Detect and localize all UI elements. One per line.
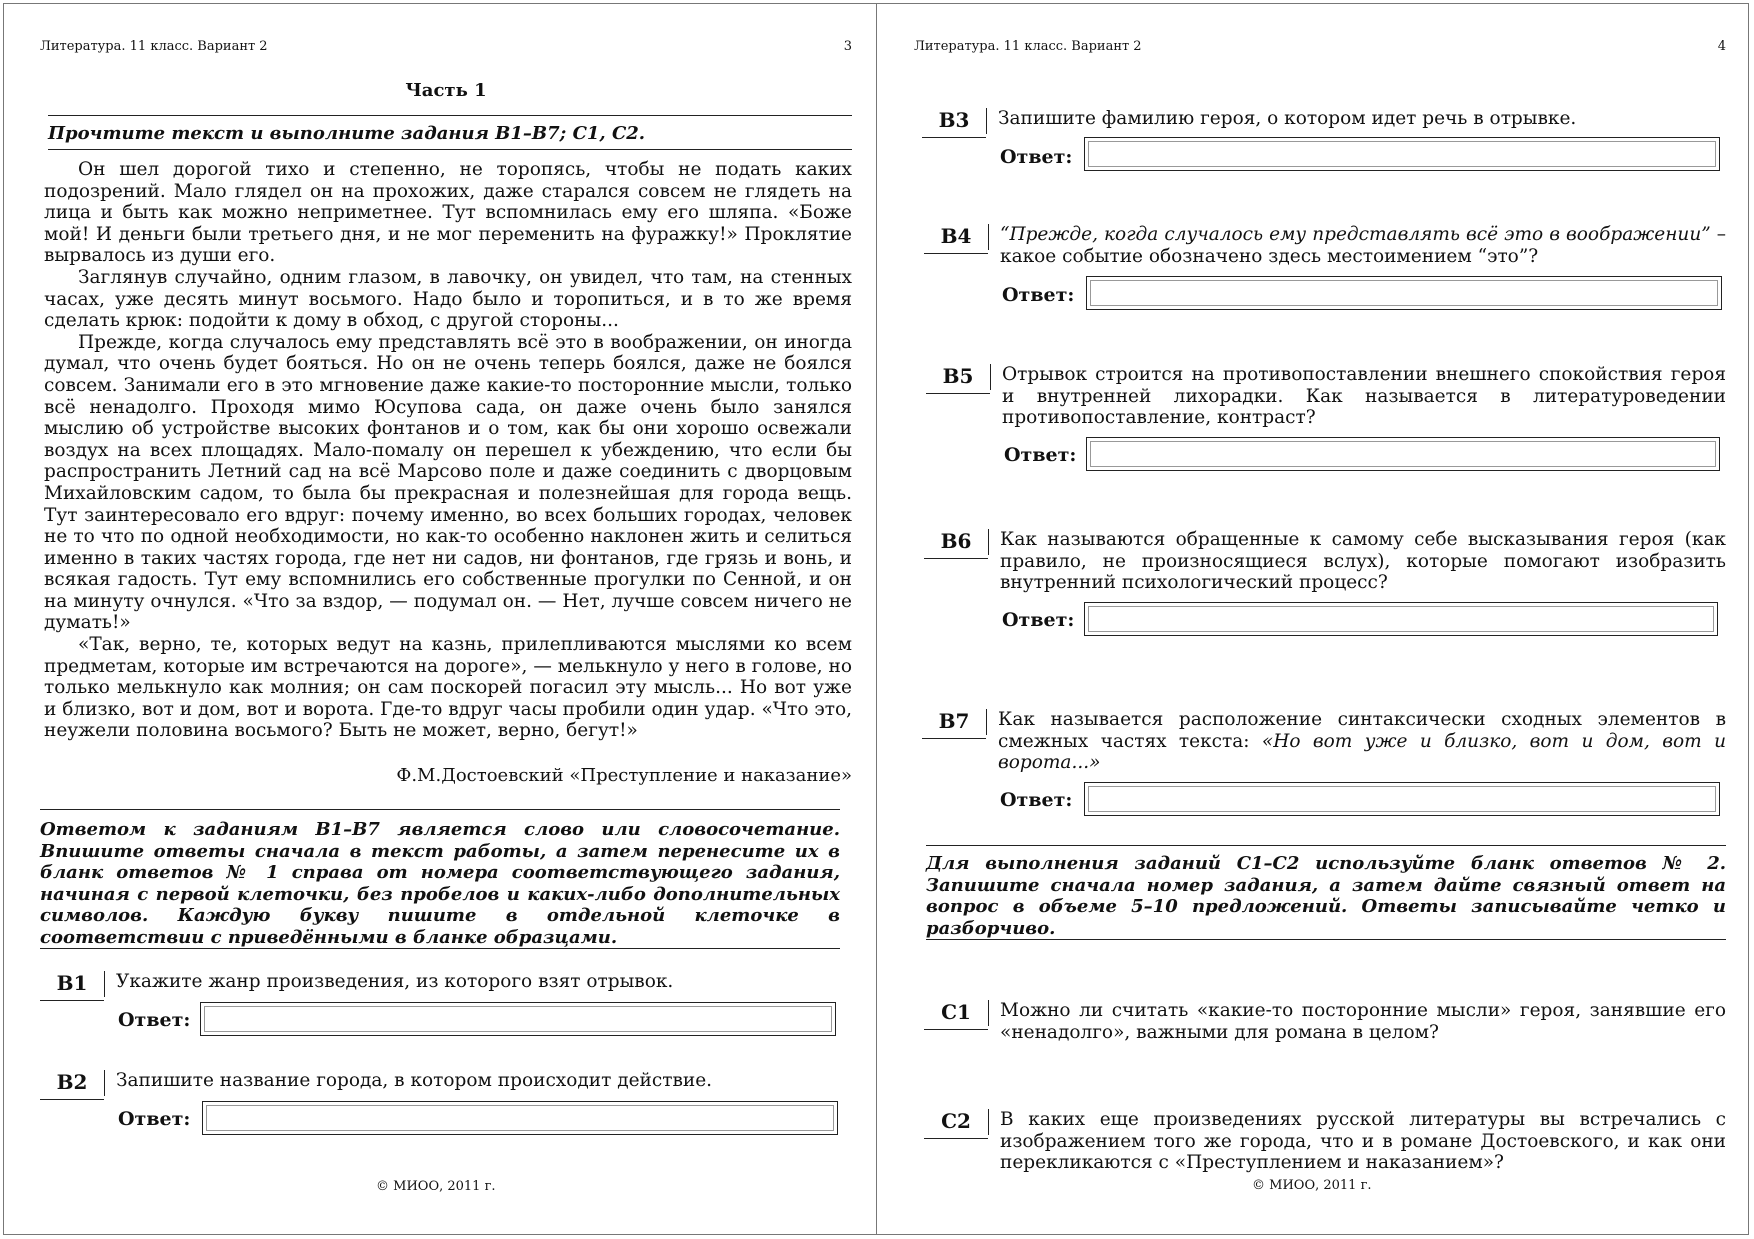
task-b2: [40, 1070, 840, 1140]
page-number: 4: [1717, 39, 1726, 54]
answer-label: Ответ:: [1002, 609, 1075, 631]
answer-field[interactable]: [1086, 276, 1722, 310]
task-b7: [922, 709, 1726, 819]
task-quote: “Прежде, когда случалось ему представлять всё это в воображении”: [1000, 224, 1711, 245]
task-label-bar: [988, 529, 989, 555]
divider: [48, 149, 852, 150]
task-quote: «Но вот уже и близко, вот и дом, вот и ворота...»: [998, 730, 1726, 773]
task-question: [998, 709, 1726, 774]
task-label: C2: [924, 1109, 988, 1139]
task-c1: [924, 1000, 1726, 1050]
answer-label: Ответ:: [1004, 444, 1077, 466]
task-label: B2: [40, 1070, 104, 1100]
task-b4: [924, 224, 1726, 314]
header-title: Литература. 11 класс. Вариант 2: [914, 39, 1142, 54]
passage-attribution: Ф.М.Достоевский «Преступление и наказание»: [396, 765, 852, 786]
task-b5: [926, 364, 1726, 474]
page-header: [40, 39, 852, 54]
answer-instruction: Ответом к заданиям В1–В7 является слово или словосочетание. Впишите ответы сначала в текст работы, а затем перенесите их в бланк ответов № 1 справа от номера соответствующего задания, начиная с первой клеточки, без пробелов и каких-либо дополнительных символов. Каждую букву пишите в отдельной клеточке в соответствии с приведёнными в бланке образцами.: [40, 819, 840, 948]
page-header: [914, 39, 1726, 54]
copyright: © МИОО, 2011 г.: [376, 1179, 496, 1194]
task-label-bar: [988, 1109, 989, 1135]
header-title: Литература. 11 класс. Вариант 2: [40, 39, 268, 54]
task-label: B7: [922, 709, 986, 739]
c-task-instruction: Для выполнения заданий С1–С2 используйте бланк ответов № 2. Запишите сначала номер задания, а затем дайте связный ответ на вопрос в объеме 5–10 предложений. Ответы записывайте четко и разборчиво.: [926, 853, 1726, 939]
task-label: B1: [40, 971, 104, 1001]
task-question: Запишите название города, в котором происходит действие.: [116, 1070, 713, 1091]
answer-field[interactable]: [1086, 437, 1720, 471]
task-question: Как называются обращенные к самому себе высказывания героя (как правило, не произносящиеся вслух), которые помогают изобразить внутренний психологический процесс?: [1000, 529, 1726, 593]
answer-label: Ответ:: [1000, 789, 1073, 811]
passage-paragraph: Прежде, когда случалось ему представлять всё это в воображении, он иногда думал, что очень будет бояться. Но он не очень теперь боялся, даже не боялся совсем. Занимали его в это мгновение даже какие-то посторонние мысли, только всё ненадолго. Проходя мимо Юсупова сада, он даже очень было занялся мыслию об устройстве высоких фонтанов и о том, как бы они хорошо освежали воздух на всех площадях. Мало-помалу он перешел к убеждению, что если бы распространить Летний сад на всё Марсово поле и даже соединить с дворцовым Михайловским садом, то была бы прекрасная и полезнейшая для города вещь. Тут заинтересовало его вдруг: почему именно, во всех больших городах, человек не то что по одной необходимости, но как-то особенно наклонен жить и селиться именно в таких частях города, где нет ни садов, ни фонтанов, где грязь и вонь, и всякая гадость. Тут ему вспомнились его собственные прогулки по Сенной, и он на минуту очнулся. «Что за вздор, — подумал он. — Нет, лучше совсем ничего не думать!»: [44, 331, 852, 634]
answer-field[interactable]: [200, 1002, 836, 1036]
task-label: B6: [924, 529, 988, 559]
reading-instruction: Прочтите текст и выполните задания B1–B7; C1, C2.: [48, 123, 646, 144]
task-label-bar: [988, 224, 989, 250]
task-label-bar: [990, 364, 991, 390]
passage-paragraph: Заглянув случайно, одним глазом, в лавочку, он увидел, что там, на стенных часах, уже десять минут восьмого. Надо было и торопиться, и в то же время сделать крюк: подойти к дому в обход, с другой стороны...: [44, 266, 852, 332]
page-number: 3: [843, 39, 852, 54]
task-b6: [924, 529, 1726, 639]
answer-field[interactable]: [1084, 137, 1720, 171]
task-label: B5: [926, 364, 990, 394]
answer-field[interactable]: [202, 1101, 838, 1135]
task-question: В каких еще произведениях русской литературы вы встречались с изображением того же города, что и в романе Достоевского, и как они перекликаются с «Преступлением и наказанием»?: [1000, 1109, 1726, 1173]
task-b1: [40, 971, 840, 1041]
divider: [40, 809, 840, 810]
task-question: Можно ли считать «какие-то посторонние мысли» героя, занявшие его «ненадолго», важными для романа в целом?: [1000, 1000, 1726, 1043]
page-fold: [876, 3, 877, 1235]
passage-paragraph: «Так, верно, те, которых ведут на казнь, прилепливаются мыслями ко всем предметам, которые им встречаются на дороге», — мелькнуло у него в голове, но только мелькнуло как молния; он сам поскорей погасил эту мысль... Но вот уже и близко, вот и дом, вот и ворота. Где-то вдруг часы пробили один удар. «Что это, неужели половина восьмого? Быть не может, верно, бегут!»: [44, 634, 852, 742]
answer-label: Ответ:: [1002, 284, 1075, 306]
literary-passage: [44, 159, 852, 742]
task-question: [1000, 224, 1726, 267]
task-label-bar: [988, 1000, 989, 1026]
task-label-bar: [104, 971, 105, 997]
task-b3: [922, 108, 1726, 178]
task-question-text: Как называется расположение синтаксически сходных элементов в смежных частях текста:: [998, 709, 1726, 752]
passage-paragraph: Он шел дорогой тихо и степенно, не торопясь, чтобы не подать каких подозрений. Мало глядел он на прохожих, даже старался совсем не глядеть на лица и быть как можно неприметнее. Тут вспомнилась ему его шляпа. «Боже мой! И деньги были третьего дня, и не мог переменить на фуражку!» Проклятие вырвалось из души его.: [44, 159, 852, 267]
divider: [926, 845, 1726, 846]
task-label: B4: [924, 224, 988, 254]
divider: [40, 948, 840, 949]
answer-field[interactable]: [1084, 782, 1720, 816]
task-question: Отрывок строится на противопоставлении внешнего спокойствия героя и внутренней лихорадки. Как называется в литературоведении противопоставление, контраст?: [1002, 364, 1726, 428]
left-page: [40, 3, 852, 1235]
task-label-bar: [986, 709, 987, 735]
task-label: B3: [922, 108, 986, 138]
answer-label: Ответ:: [1000, 146, 1073, 168]
answer-field[interactable]: [1084, 602, 1718, 636]
task-question: Укажите жанр произведения, из которого взят отрывок.: [116, 971, 674, 992]
task-label: C1: [924, 1000, 988, 1030]
task-label-bar: [104, 1070, 105, 1096]
task-c2: [924, 1109, 1726, 1179]
part-title: Часть 1: [405, 80, 487, 101]
answer-label: Ответ:: [118, 1009, 191, 1031]
answer-label: Ответ:: [118, 1108, 191, 1130]
divider: [48, 115, 852, 116]
task-question: Запишите фамилию героя, о котором идет речь в отрывке.: [998, 108, 1577, 129]
copyright: © МИОО, 2011 г.: [1252, 1178, 1372, 1193]
divider: [926, 939, 1726, 940]
right-page: [914, 3, 1726, 1235]
task-label-bar: [986, 108, 987, 134]
task-question-text: – какое событие обозначено здесь местоимением “это”?: [1000, 224, 1726, 267]
